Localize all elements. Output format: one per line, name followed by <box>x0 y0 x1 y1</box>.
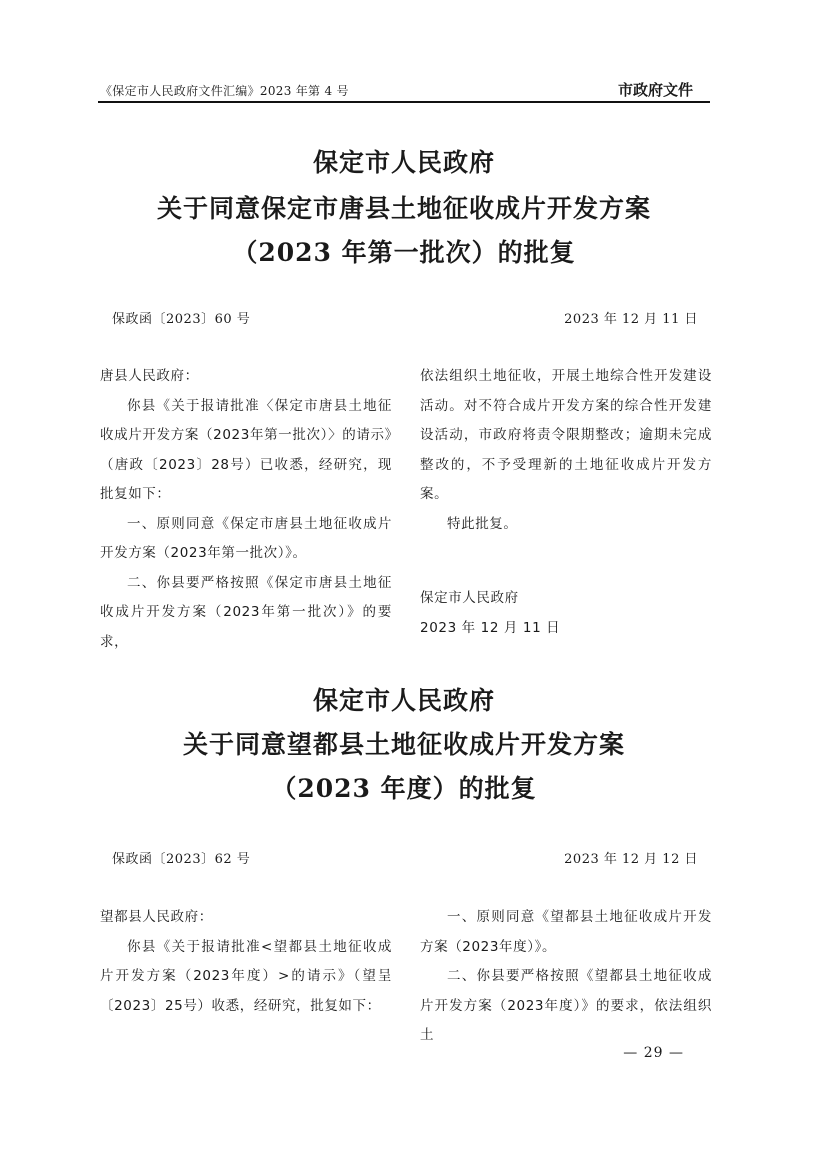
doc1-paragraph: 二、你县要严格按照《保定市唐县土地征收成片开发方案（2023年第一批次）》的要求， <box>100 574 392 650</box>
doc1-paragraph: 一、原则同意《保定市唐县土地征收成片开发方案（2023年第一批次）》。 <box>100 515 392 561</box>
doc2-title-line1: 保定市人民政府 <box>312 686 495 715</box>
doc2-left-column <box>100 903 392 1021</box>
doc1-title-line3: （2023 年第一批次）的批复 <box>232 238 576 267</box>
doc2-paragraph: 你县《关于报请批准<望都县土地征收成片开发方案（2023年度）>的请示》（望呈〔2023〕25号）收悉，经研究，批复如下： <box>100 938 392 1014</box>
doc1-title-line2: 关于同意保定市唐县土地征收成片开发方案 <box>156 194 651 223</box>
doc2-addressee: 望都县人民政府： <box>100 909 213 925</box>
doc1-addressee: 唐县人民政府： <box>100 368 199 384</box>
doc1-signature: 保定市人民政府 <box>420 590 519 606</box>
doc1-document-number: 保政函〔2023〕60 号 <box>112 312 251 327</box>
doc2-issue-date: 2023 年 12 月 12 日 <box>564 852 698 867</box>
doc1-paragraph: 你县《关于报请批准〈保定市唐县土地征收成片开发方案（2023年第一批次）〉的请示》（唐政〔2023〕28号）已收悉，经研究，现批复如下： <box>100 397 392 502</box>
running-header-left: 《保定市人民政府文件汇编》2023 年第 4 号 <box>100 84 349 98</box>
doc2-title-line3: （2023 年度）的批复 <box>271 774 537 803</box>
doc1-title-line1: 保定市人民政府 <box>312 148 495 177</box>
doc2-title-line2: 关于同意望都县土地征收成片开发方案 <box>182 730 625 759</box>
header-divider <box>98 101 710 103</box>
doc1-issue-date: 2023 年 12 月 11 日 <box>564 312 698 327</box>
doc2-paragraph: 一、原则同意《望都县土地征收成片开发方案（2023年度）》。 <box>420 909 712 955</box>
doc2-document-number: 保政函〔2023〕62 号 <box>112 852 251 867</box>
doc2-right-column <box>420 903 712 1051</box>
doc1-closing: 特此批复。 <box>447 515 518 532</box>
doc1-paragraph: 依法组织土地征收，开展土地综合性开发建设活动。对不符合成片开发方案的综合性开发建设活动，市政府将责令限期整改；逾期未完成整改的，不予受理新的土地征收成片开发方案。 <box>420 368 712 502</box>
doc1-signature-date: 2023 年 12 月 11 日 <box>420 619 561 636</box>
doc1-right-column <box>420 362 712 643</box>
page-number: — 29 — <box>623 1045 684 1061</box>
doc1-left-column <box>100 362 392 657</box>
doc2-paragraph: 二、你县要严格按照《望都县土地征收成片开发方案（2023年度）》的要求，依法组织土 <box>420 968 712 1043</box>
running-header-right: 市政府文件 <box>617 81 693 99</box>
